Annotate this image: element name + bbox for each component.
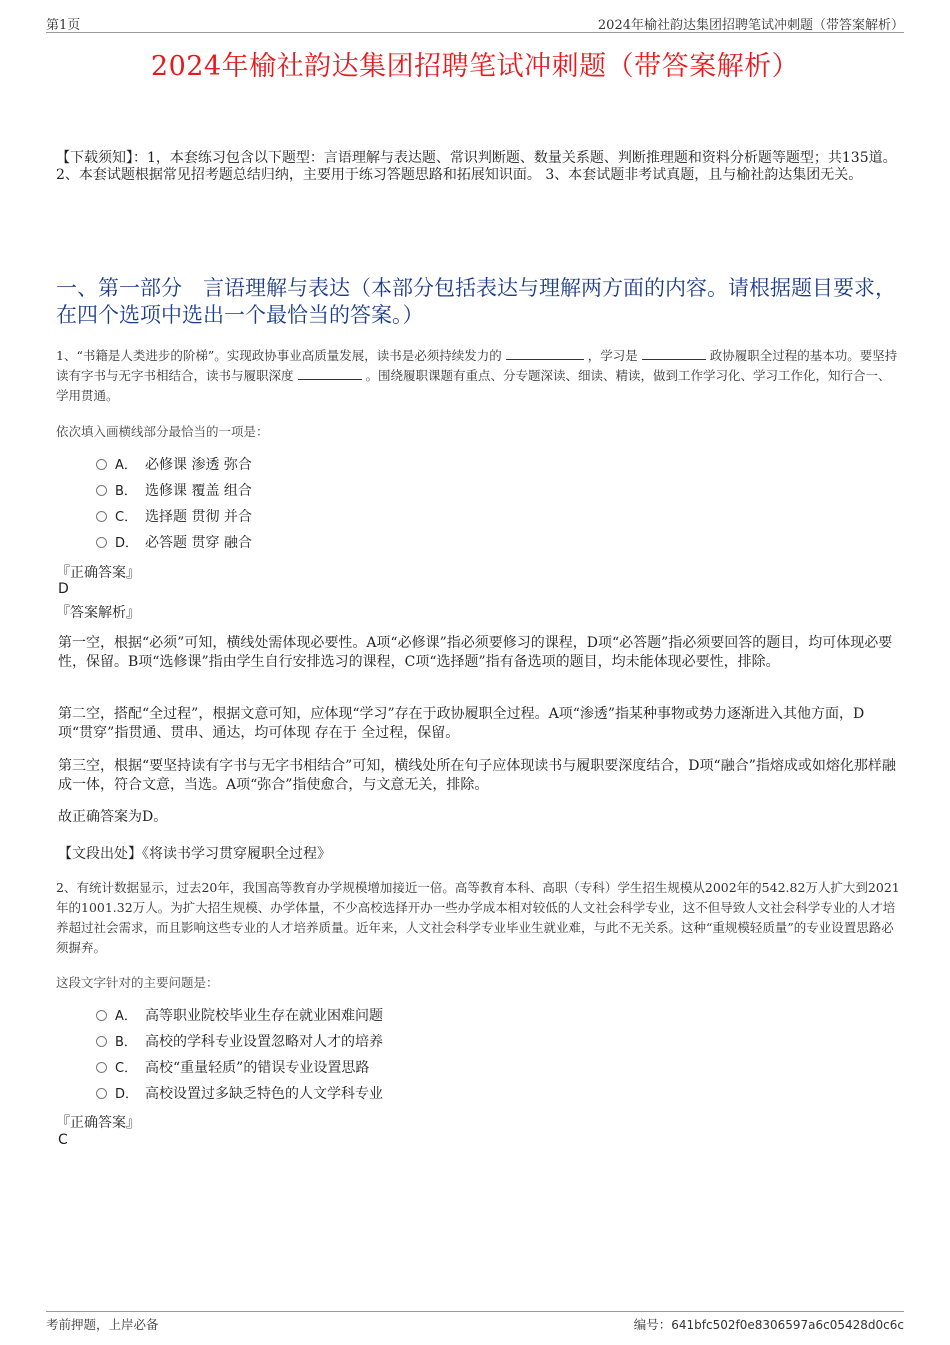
q1-analysis-paragraph-1: 第一空，根据“必须”可知，横线处需体现必要性。A项“必修课”指必须要修习的课程，D项“必答题”指必须要回答的题目，均可体现必要性，保留。B项“选修课”指由学生自行安排选习的课程，C项“选择题”指有备选项的题目，均未能体现必要性，排除。 xyxy=(58,635,893,670)
section-heading: 一、第一部分 言语理解与表达（本部分包括表达与理解两方面的内容。请根据题目要求，在四个选项中选出一个最恰当的答案。） xyxy=(56,276,896,327)
fill-blank-1 xyxy=(506,347,584,360)
question-2-prompt: 这段文字针对的主要问题是： xyxy=(56,975,219,990)
q2-option-d[interactable]: D． 高校设置过多缺乏特色的人文学科专业 xyxy=(96,1084,383,1104)
footer-code-value: 641bfc502f0e8306597a6c05428d0c6c xyxy=(671,1318,904,1332)
question-2-text: 2、有统计数据显示，过去20年，我国高等教育办学规模增加接近一倍。高等教育本科、高职（专科）学生招生规模从2002年的542.82万人扩大到2021年的1001.32万人。为扩大招生规模、办学体量，不少高校选择开办一些办学成本相对较低的人文社会科学专业，这不但导致人文社会科学专业的人才培养超过社会需求，而且影响这些专业的人才培养质量。近年来，人文社会科学专业毕业生就业难，与此不无关系。这种“重规模轻质量”的专业设置思路必须摒弃。 xyxy=(56,880,900,955)
page-number: 第1页 xyxy=(46,18,81,33)
footer-code-label: 编号： xyxy=(633,1317,672,1332)
download-notice: 【下载须知】：1，本套练习包含以下题型：言语理解与表达题、常识判断题、数量关系题、判断推理题和资料分析题等题型；共135道。 2、本套试题根据常见招考题总结归纳，主要用于练习答题思路和拓展知识面。 3、本套试题非考试真题，且与榆社韵达集团无关。 xyxy=(56,150,897,183)
fill-blank-2 xyxy=(642,347,706,360)
footer-code xyxy=(634,1315,904,1333)
q1-option-a[interactable]: A． 必修课 渗透 弥合 xyxy=(96,455,252,475)
q1-option-b[interactable]: B． 选修课 覆盖 组合 xyxy=(96,481,252,501)
radio-icon[interactable] xyxy=(96,485,107,496)
question-1-prompt: 依次填入画横线部分最恰当的一项是： xyxy=(56,424,269,439)
footer-slogan: 考前押题，上岸必备 xyxy=(46,1317,159,1332)
question-1-text xyxy=(56,346,902,406)
q1-text-part-a: 1、“书籍是人类进步的阶梯”。实现政协事业高质量发展，读书是必须持续发力的 xyxy=(56,348,502,363)
q1-text-part-b: ，学习是 xyxy=(587,348,638,363)
q1-text-part-c: 政协履职全过程的基本功。要坚持读有字书与无字书相结合，读书与履职深度 xyxy=(56,348,898,383)
radio-icon[interactable] xyxy=(96,459,107,470)
q1-text-part-d: 。围绕履职课题有重点、分专题深读、细读、精读，做到工作学习化、学习工作化，知行合一、学用贯通。 xyxy=(56,368,891,403)
q1-answer: D xyxy=(58,581,69,597)
fill-blank-3 xyxy=(298,367,362,380)
q1-analysis-paragraph-2: 第二空，搭配“全过程”，根据文意可知，应体现“学习”存在于政协履职全过程。A项“渗透”指某种事物或势力逐渐进入其他方面，D项“贯穿”指贯通、贯串、通达，均可体现 存在于 全过程，保留。 xyxy=(58,706,865,741)
q1-option-d[interactable]: D． 必答题 贯穿 融合 xyxy=(96,533,252,553)
q1-analysis-paragraph-3: 第三空，根据“要坚持读有字书与无字书相结合”可知，横线处所在句子应体现读书与履职要深度结合，D项“融合”指熔成或如熔化那样融成一体，符合文意，当选。A项“弥合”指使愈合，与文意无关，排除。 xyxy=(58,758,896,793)
q1-answer-label: 『正确答案』 xyxy=(56,565,140,581)
q1-analysis-label: 『答案解析』 xyxy=(56,605,140,621)
q1-analysis-conclusion: 故正确答案为D。 xyxy=(58,809,168,825)
q2-option-a[interactable]: A． 高等职业院校毕业生存在就业困难问题 xyxy=(96,1006,383,1026)
q1-option-c[interactable]: C． 选择题 贯彻 并合 xyxy=(96,507,252,527)
page-header xyxy=(46,14,904,33)
page-footer xyxy=(46,1311,904,1330)
q2-option-b[interactable]: B． 高校的学科专业设置忽略对人才的培养 xyxy=(96,1032,383,1052)
q2-option-c[interactable]: C． 高校“重量轻质”的错误专业设置思路 xyxy=(96,1058,369,1078)
radio-icon[interactable] xyxy=(96,1036,107,1047)
radio-icon[interactable] xyxy=(96,1088,107,1099)
radio-icon[interactable] xyxy=(96,511,107,522)
radio-icon[interactable] xyxy=(96,537,107,548)
q2-answer-label: 『正确答案』 xyxy=(56,1115,140,1131)
radio-icon[interactable] xyxy=(96,1062,107,1073)
radio-icon[interactable] xyxy=(96,1010,107,1021)
q2-answer: C xyxy=(58,1132,68,1148)
document-title: 2024年榆社韵达集团招聘笔试冲刺题（带答案解析） xyxy=(150,51,800,82)
header-doc-title: 2024年榆社韵达集团招聘笔试冲刺题（带答案解析） xyxy=(597,18,904,33)
q1-source: 【文段出处】《将读书学习贯穿履职全过程》 xyxy=(58,846,331,862)
